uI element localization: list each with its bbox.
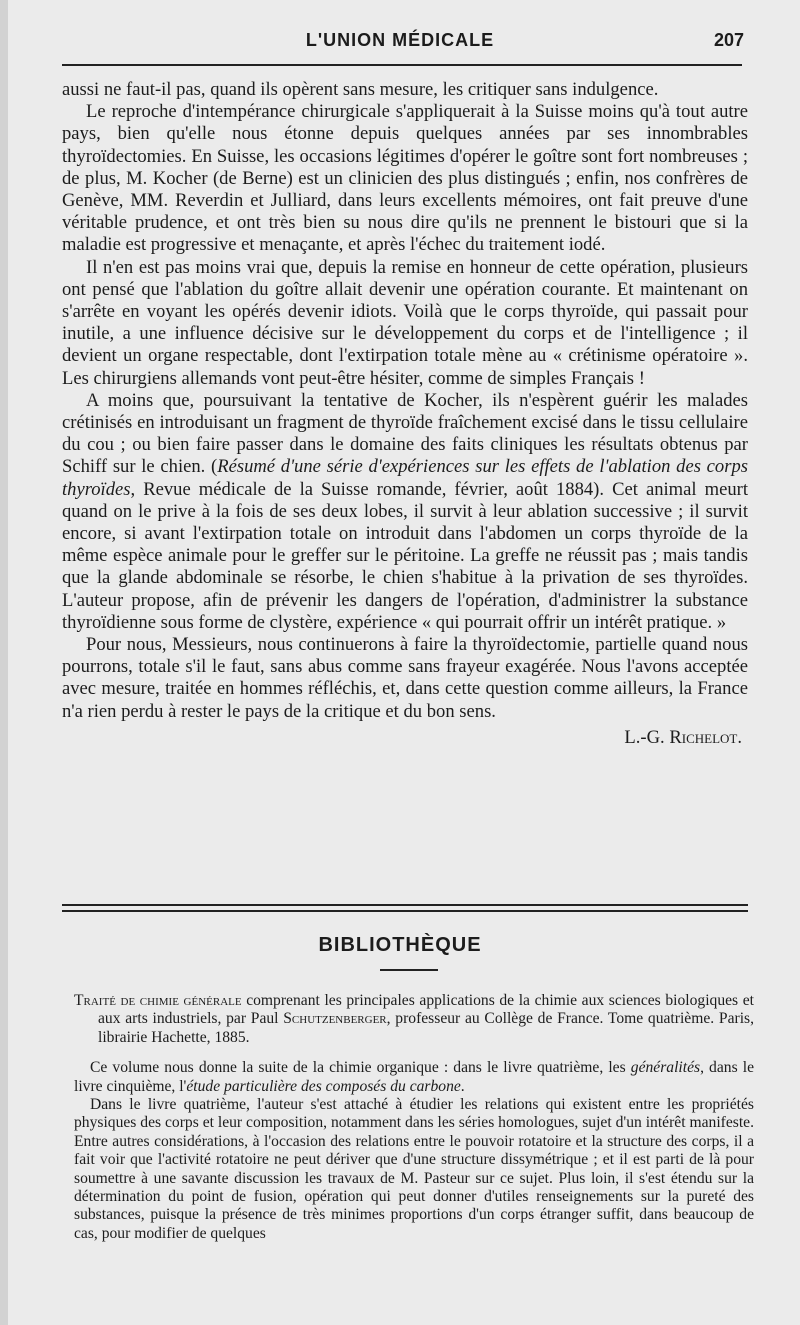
bibliography-section	[74, 992, 754, 1243]
section-divider	[62, 910, 748, 912]
book-title: Traité de chimie générale	[74, 992, 242, 1009]
journal-title: L'UNION MÉDICALE	[305, 30, 495, 50]
article-body	[62, 79, 748, 749]
paragraph-text: A moins que, poursuivant la tentative de Kocher, ils n'espèrent guérir les malades crétinisés en introduisant un fragment de thyroïde fraîchement excisé dans le tissu cellulaire du cou ; ou bien faire passer dans le domaine des faits cliniques les résultats obtenus par Schiff sur le chien. (	[62, 389, 748, 478]
book-author: Schutzenberger	[283, 1010, 387, 1028]
review-text: Ce volume nous donne la suite de la chimie organique : dans le livre quatrième, les	[90, 1059, 631, 1077]
review-emphasis: généralités	[630, 1059, 701, 1077]
section-divider	[62, 904, 748, 906]
page-gutter-shadow	[0, 0, 8, 1325]
paragraph	[62, 390, 748, 634]
section-title: BIBLIOTHÈQUE	[318, 934, 482, 956]
paragraph: aussi ne faut-il pas, quand ils opèrent sans mesure, les critiquer sans indulgence.	[62, 79, 659, 100]
paragraph: Pour nous, Messieurs, nous continuerons à faire la thyroïdectomie, partielle quand nous pourrons, totale s'il le faut, sans abus comme sans frayeur exagérée. Nous l'avons acceptée avec mesure, traitée en hommes réfléchis, et, dans cette question comme ailleurs, la France n'a rien perdu à rester le pays de la critique et du bon sens.	[62, 634, 748, 722]
reference-text: comprenant les principales applications de la chimie aux sciences biologiques et aux arts industriels, par Paul	[98, 992, 755, 1028]
paragraph: Il n'en est pas moins vrai que, depuis la remise en honneur de cette opération, plusieurs ont pensé que l'ablation du goître allait devenir une opération courante. Et maintenant on s'arrête en voyant les opérés devenir idiots. Voilà que le corps thyroïde, qui passait pour inutile, a une influence décisive sur le développement du corps et de l'intelligence ; il devient un organe respectable, dont l'extirpation totale mène au « crétinisme opératoire ». Les chirurgiens allemands vont peut-être hésiter, comme de simples Français !	[62, 256, 748, 389]
paragraph-text: , Revue médicale de la Suisse romande, février, août 1884). Cet animal meurt quand on le prive à la fois de ses deux lobes, il survit à leur ablation successive ; il survit encore, si avant l'extirpation totale on introduit dans l'abdomen un corps thyroïde de la même espèce animale pour le greffer sur le péritoine. La greffe ne réussit pas ; mais tandis que la glande abdominale se résorbe, le chien s'habitue à la privation de ses thyroïdes. L'auteur propose, afin de prévenir les dangers de l'opération, d'administrer la substance thyroïdienne sous forme de clystère, expérience « qui pourrait offrir un intérêt pratique. »	[62, 478, 748, 633]
title-underline	[380, 969, 438, 971]
review-paragraph	[74, 1059, 754, 1096]
book-reference	[74, 992, 754, 1047]
page-number: 207	[713, 30, 744, 50]
reference-text: , professeur au Collège de France. Tome quatrième. Paris, librairie Hachette, 1885.	[98, 1010, 754, 1046]
author-signature: L.-G. Richelot.	[624, 726, 742, 748]
review-text: , dans le livre cinquième, l'	[74, 1059, 754, 1095]
paragraph: Le reproche d'intempérance chirurgicale s'appliquerait à la Suisse moins qu'à tout autre pays, bien qu'elle nous étonne depuis quelques années par ses innombrables thyroïdectomies. En Suisse, les occasions légitimes d'opérer le goître sont fort nombreuses ; de plus, M. Kocher (de Berne) est un clinicien des plus distingués ; enfin, nos confrères de Genève, MM. Reverdin et Julliard, dans leurs excellents mémoires, ont fait preuve d'une véritable prudence, et ont très bien su nous dire qu'ils ne prennent le bistouri que si la maladie est progressive et menaçante, et après l'échec du traitement iodé.	[62, 101, 748, 256]
review-text: .	[460, 1077, 465, 1095]
review-emphasis: étude particulière des composés du carbone	[186, 1077, 461, 1095]
header-rule	[62, 64, 742, 66]
cited-title: Résumé d'une série d'expériences sur les effets de l'ablation des corps thyroïdes	[62, 456, 748, 500]
running-head	[0, 30, 800, 56]
review-paragraph: Dans le livre quatrième, l'auteur s'est attaché à étudier les relations qui existent entre les propriétés physiques des corps et leur composition, notamment dans les séries homologues, sujet d'un intérêt manifeste. Entre autres considérations, à l'occasion des relations entre le pouvoir rotatoire et la structure des corps, il a fait voir que l'activité rotatoire ne peut dériver que d'une structure dissymétrique ; et il est parti de là pour soumettre à une savante discussion les travaux de M. Pasteur sur ce sujet. Plus loin, il s'est étendu sur la détermination du point de fusion, opération qui peut donner d'utiles renseignements sur la pureté des substances, puisque la présence de très minimes proportions d'un corps étranger suffit, dans beaucoup de cas, pour modifier de quelques	[74, 1096, 754, 1242]
